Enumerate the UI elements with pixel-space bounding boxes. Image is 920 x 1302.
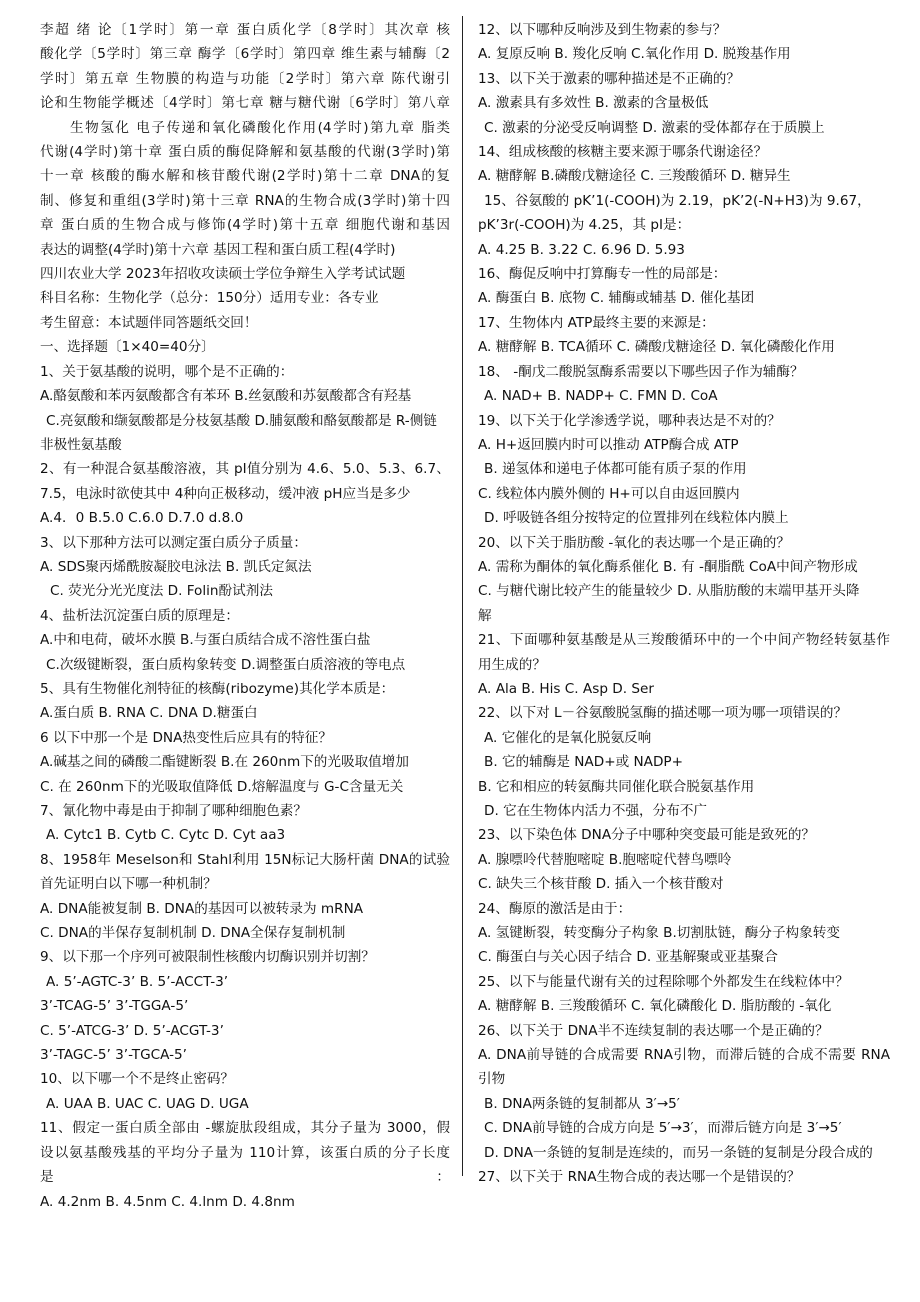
text-line: A. NAD+ B. NADP+ C. FMN D. CoA: [484, 388, 718, 405]
text-line: A. 4.25 B. 3.22 C. 6.96 D. 5.93: [478, 241, 685, 258]
text-line: A.酪氨酸和苯丙氨酸都含有苯环 B.丝氨酸和苏氨酸都含有羟基: [40, 388, 412, 405]
text-line: 25、以下与能量代谢有关的过程除哪个外都发生在线粒体中？: [478, 973, 849, 990]
text-line: 14、组成核酸的核糖主要来源于哪条代谢途径？: [478, 144, 768, 161]
text-line: 设以氨基酸残基的平均分子量为 110计算，该蛋白质的分子长度是：: [40, 1144, 450, 1186]
text-line: 科目名称：生物化学（总分：150分）适用专业：各专业: [40, 290, 379, 307]
left-column: [40, 18, 450, 1214]
text-line: 6 以下中那一个是 DNA热变性后应具有的特征？: [40, 729, 332, 746]
text-line: 22、以下对 L－谷氨酸脱氢酶的描述哪一项为哪一项错误的？: [478, 705, 848, 722]
text-line: A. 糖酵解 B. TCA循环 C. 磷酸戊糖途径 D. 氧化磷酸化作用: [478, 339, 835, 356]
text-line: 9、以下那一个序列可被限制性核酸内切酶识别并切割？: [40, 949, 375, 966]
text-line: B. DNA两条链的复制都从 3′→5′: [484, 1095, 680, 1112]
text-line: C.次级键断裂，蛋白质构象转变 D.调整蛋白质溶液的等电点: [46, 656, 406, 673]
text-line: A.中和电荷，破坏水膜 B.与蛋白质结合成不溶性蛋白盐: [40, 632, 371, 649]
text-line: C. 缺失三个核苷酸 D. 插入一个核苷酸对: [478, 876, 724, 893]
text-line: 4、盐析法沉淀蛋白质的原理是：: [40, 607, 239, 624]
text-line: 17、生物体内 ATP最终主要的来源是：: [478, 314, 715, 331]
text-line: D. DNA一条链的复制是连续的，而另一条链的复制是分段合成的: [484, 1144, 873, 1161]
text-line: C. DNA的半保存复制机制 D. DNA全保存复制机制: [40, 925, 346, 942]
text-line: C. 酶蛋白与关心因子结合 D. 亚基解聚或亚基聚合: [478, 949, 778, 966]
text-line: 酸化学〔5学时〕第三章 酶学〔6学时〕第四章 维生素与辅酶〔2: [40, 46, 450, 63]
text-line: 生物氢化 电子传递和氧化磷酸化作用(4学时)第九章 脂类: [70, 119, 450, 136]
text-line: A. UAA B. UAC C. UAG D. UGA: [46, 1095, 249, 1112]
text-line: 非极性氨基酸: [40, 436, 122, 453]
text-line: 代谢(4学时)第十章 蛋白质的酶促降解和氨基酸的代谢(3学时)第: [40, 144, 450, 161]
text-line: C. DNA前导链的合成方向是 5′→3′，而滞后链方向是 3′→5′: [484, 1120, 842, 1137]
text-line: 21、下面哪种氨基酸是从三羧酸循环中的一个中间产物经转氨基作: [478, 632, 890, 649]
text-line: 一、选择题〔1×40=40分〕: [40, 339, 215, 356]
text-line: 8、1958年 Meselson和 Stahl利用 15N标记大肠杆菌 DNA的试验: [40, 851, 450, 868]
text-line: 制、修复和重组(3学时)第十三章 RNA的生物合成(3学时)第十四: [40, 192, 450, 209]
text-line: 10、以下哪一个不是终止密码？: [40, 1071, 235, 1088]
text-line: 7.5，电泳时欲使其中 4种向正极移动，缓冲液 pH应当是多少: [40, 485, 411, 502]
text-line: 章 蛋白质的生物合成与修饰(4学时)第十五章 细胞代谢和基因: [40, 217, 450, 234]
text-line: C. 与糖代谢比较产生的能量较少 D. 从脂肪酸的末端甲基开头降: [478, 583, 860, 600]
text-line: 用生成的？: [478, 656, 546, 673]
text-line: 学时〕第五章 生物膜的构造与功能〔2学时〕第六章 陈代谢引: [40, 70, 450, 87]
text-line: 李超 绪 论〔1学时〕第一章 蛋白质化学〔8学时〕其次章 核: [40, 22, 450, 38]
text-line: A.碱基之间的磷酸二酯键断裂 B.在 260nm下的光吸取值增加: [40, 754, 409, 771]
text-line: 24、酶原的激活是由于：: [478, 900, 632, 917]
text-line: A.4．0 B.5.0 C.6.0 D.7.0 d.8.0: [40, 510, 244, 527]
text-line: C.亮氨酸和缬氨酸都是分枝氨基酸 D.脯氨酸和酪氨酸都是 R-侧链: [46, 412, 437, 429]
right-column: [478, 18, 890, 1190]
text-line: A. 复原反响 B. 羧化反响 C.氧化作用 D. 脱羧基作用: [478, 46, 791, 63]
text-line: D. 它在生物体内活力不强，分布不广: [484, 803, 708, 819]
text-line: A.蛋白质 B. RNA C. DNA D.糖蛋白: [40, 705, 258, 722]
text-line: 四川农业大学 2023年招收攻读硕士学位争辩生入学考试试题: [40, 266, 406, 283]
text-line: A. Ala B. His C. Asp D. Ser: [478, 680, 654, 697]
text-line: A. 激素具有多效性 B. 激素的含量极低: [478, 95, 709, 112]
text-line: 论和生物能学概述〔4学时〕第七章 糖与糖代谢〔6学时〕第八章: [40, 95, 450, 112]
text-line: B. 它和相应的转氨酶共同催化联合脱氨基作用: [478, 778, 755, 795]
text-line: 15、谷氨酸的 pK’1(-COOH)为 2.19，pK’2(-N+H3)为 9.67，: [484, 192, 871, 209]
text-line: 27、以下关于 RNA生物合成的表达哪一个是错误的？: [478, 1169, 801, 1186]
text-line: A. 氢键断裂，转变酶分子构象 B.切割肽链，酶分子构象转变: [478, 925, 840, 942]
text-line: 16、酶促反响中打算酶专一性的局部是：: [478, 266, 727, 283]
text-line: A. 糖酵解 B. 三羧酸循环 C. 氧化磷酸化 D. 脂肪酸的 -氧化: [478, 998, 832, 1015]
text-line: 首先证明白以下哪一种机制？: [40, 876, 217, 893]
text-line: A. Cytc1 B. Cytb C. Cytc D. Cyt aa3: [46, 827, 286, 844]
text-line: A. H+返回膜内时可以推动 ATP酶合成 ATP: [478, 436, 739, 453]
text-line: 7、氰化物中毒是由于抑制了哪种细胞色素？: [40, 803, 307, 819]
text-line: 23、以下染色体 DNA分子中哪种突变最可能是致死的？: [478, 827, 816, 844]
text-line: D. 呼吸链各组分按特定的位置排列在线粒体内膜上: [484, 510, 789, 527]
text-line: 考生留意：本试题伴同答题纸交回！: [40, 314, 258, 331]
text-line: 26、以下关于 DNA半不连续复制的表达哪一个是正确的？: [478, 1022, 829, 1039]
text-line: 2、有一种混合氨基酸溶液，其 pI值分别为 4.6、5.0、5.3、6.7、: [40, 461, 450, 478]
text-line: B. 它的辅酶是 NAD+或 NADP+: [484, 754, 684, 771]
text-line: A. 4.2nm B. 4.5nm C. 4.lnm D. 4.8nm: [40, 1193, 295, 1210]
text-line: 3、以下那种方法可以测定蛋白质分子质量：: [40, 534, 307, 551]
text-line: 18、 -酮戊二酸脱氢酶系需要以下哪些因子作为辅酶？: [478, 363, 804, 380]
text-line: C. 荧光分光光度法 D. Folin酚试剂法: [50, 583, 273, 600]
text-line: A. 它催化的是氧化脱氨反响: [484, 729, 652, 746]
text-line: 12、以下哪种反响涉及到生物素的参与？: [478, 22, 727, 38]
text-line: 1、关于氨基酸的说明，哪个是不正确的：: [40, 363, 294, 380]
text-line: A. 需称为酮体的氧化酶系催化 B. 有 -酮脂酰 CoA中间产物形成: [478, 558, 858, 575]
text-line: A. 5’-AGTC-3’ B. 5’-ACCT-3’: [46, 973, 229, 990]
text-line: A. DNA前导链的合成需要 RNA引物，而滞后链的合成不需要 RNA: [478, 1047, 890, 1064]
text-line: C. 5’-ATCG-3’ D. 5’-ACGT-3’: [40, 1022, 224, 1039]
text-line: A. SDS聚丙烯酰胺凝胶电泳法 B. 凯氏定氮法: [40, 558, 312, 575]
text-line: 11、假定一蛋白质全部由 -螺旋肽段组成，其分子量为 3000，假: [40, 1120, 450, 1137]
text-line: 解: [478, 607, 492, 624]
text-line: C. 线粒体内膜外侧的 H+可以自由返回膜内: [478, 485, 740, 502]
text-line: 20、以下关于脂肪酸 -氧化的表达哪一个是正确的？: [478, 534, 790, 551]
text-line: 十一章 核酸的酶水解和核苷酸代谢(2学时)第十二章 DNA的复: [40, 168, 450, 185]
text-line: C. 激素的分泌受反响调整 D. 激素的受体都存在于质膜上: [484, 119, 825, 136]
column-divider: [462, 16, 463, 1176]
text-line: B. 递氢体和递电子体都可能有质子泵的作用: [484, 461, 747, 478]
text-line: C. 在 260nm下的光吸取值降低 D.熔解温度与 G-C含量无关: [40, 778, 404, 795]
text-line: pK’3r(-COOH)为 4.25，其 pI是：: [478, 217, 691, 234]
text-line: 19、以下关于化学渗透学说，哪种表达是不对的？: [478, 412, 781, 429]
text-line: A. 酶蛋白 B. 底物 C. 辅酶或辅基 D. 催化基团: [478, 290, 755, 307]
text-line: A. 糖酵解 B.磷酸戊糖途径 C. 三羧酸循环 D. 糖异生: [478, 168, 791, 185]
text-line: 3’-TAGC-5’ 3’-TGCA-5’: [40, 1047, 187, 1064]
text-line: A. 腺嘌呤代替胞嘧啶 B.胞嘧啶代替鸟嘌呤: [478, 851, 732, 868]
text-line: 引物: [478, 1071, 506, 1088]
text-line: 5、具有生物催化剂特征的核酶(ribozyme)其化学本质是：: [40, 680, 395, 697]
text-line: 表达的调整(4学时)第十六章 基因工程和蛋白质工程(4学时): [40, 241, 396, 258]
text-line: 13、以下关于激素的哪种描述是不正确的？: [478, 70, 740, 87]
text-line: 3’-TCAG-5’ 3’-TGGA-5’: [40, 998, 189, 1015]
text-line: A. DNA能被复制 B. DNA的基因可以被转录为 mRNA: [40, 900, 364, 917]
